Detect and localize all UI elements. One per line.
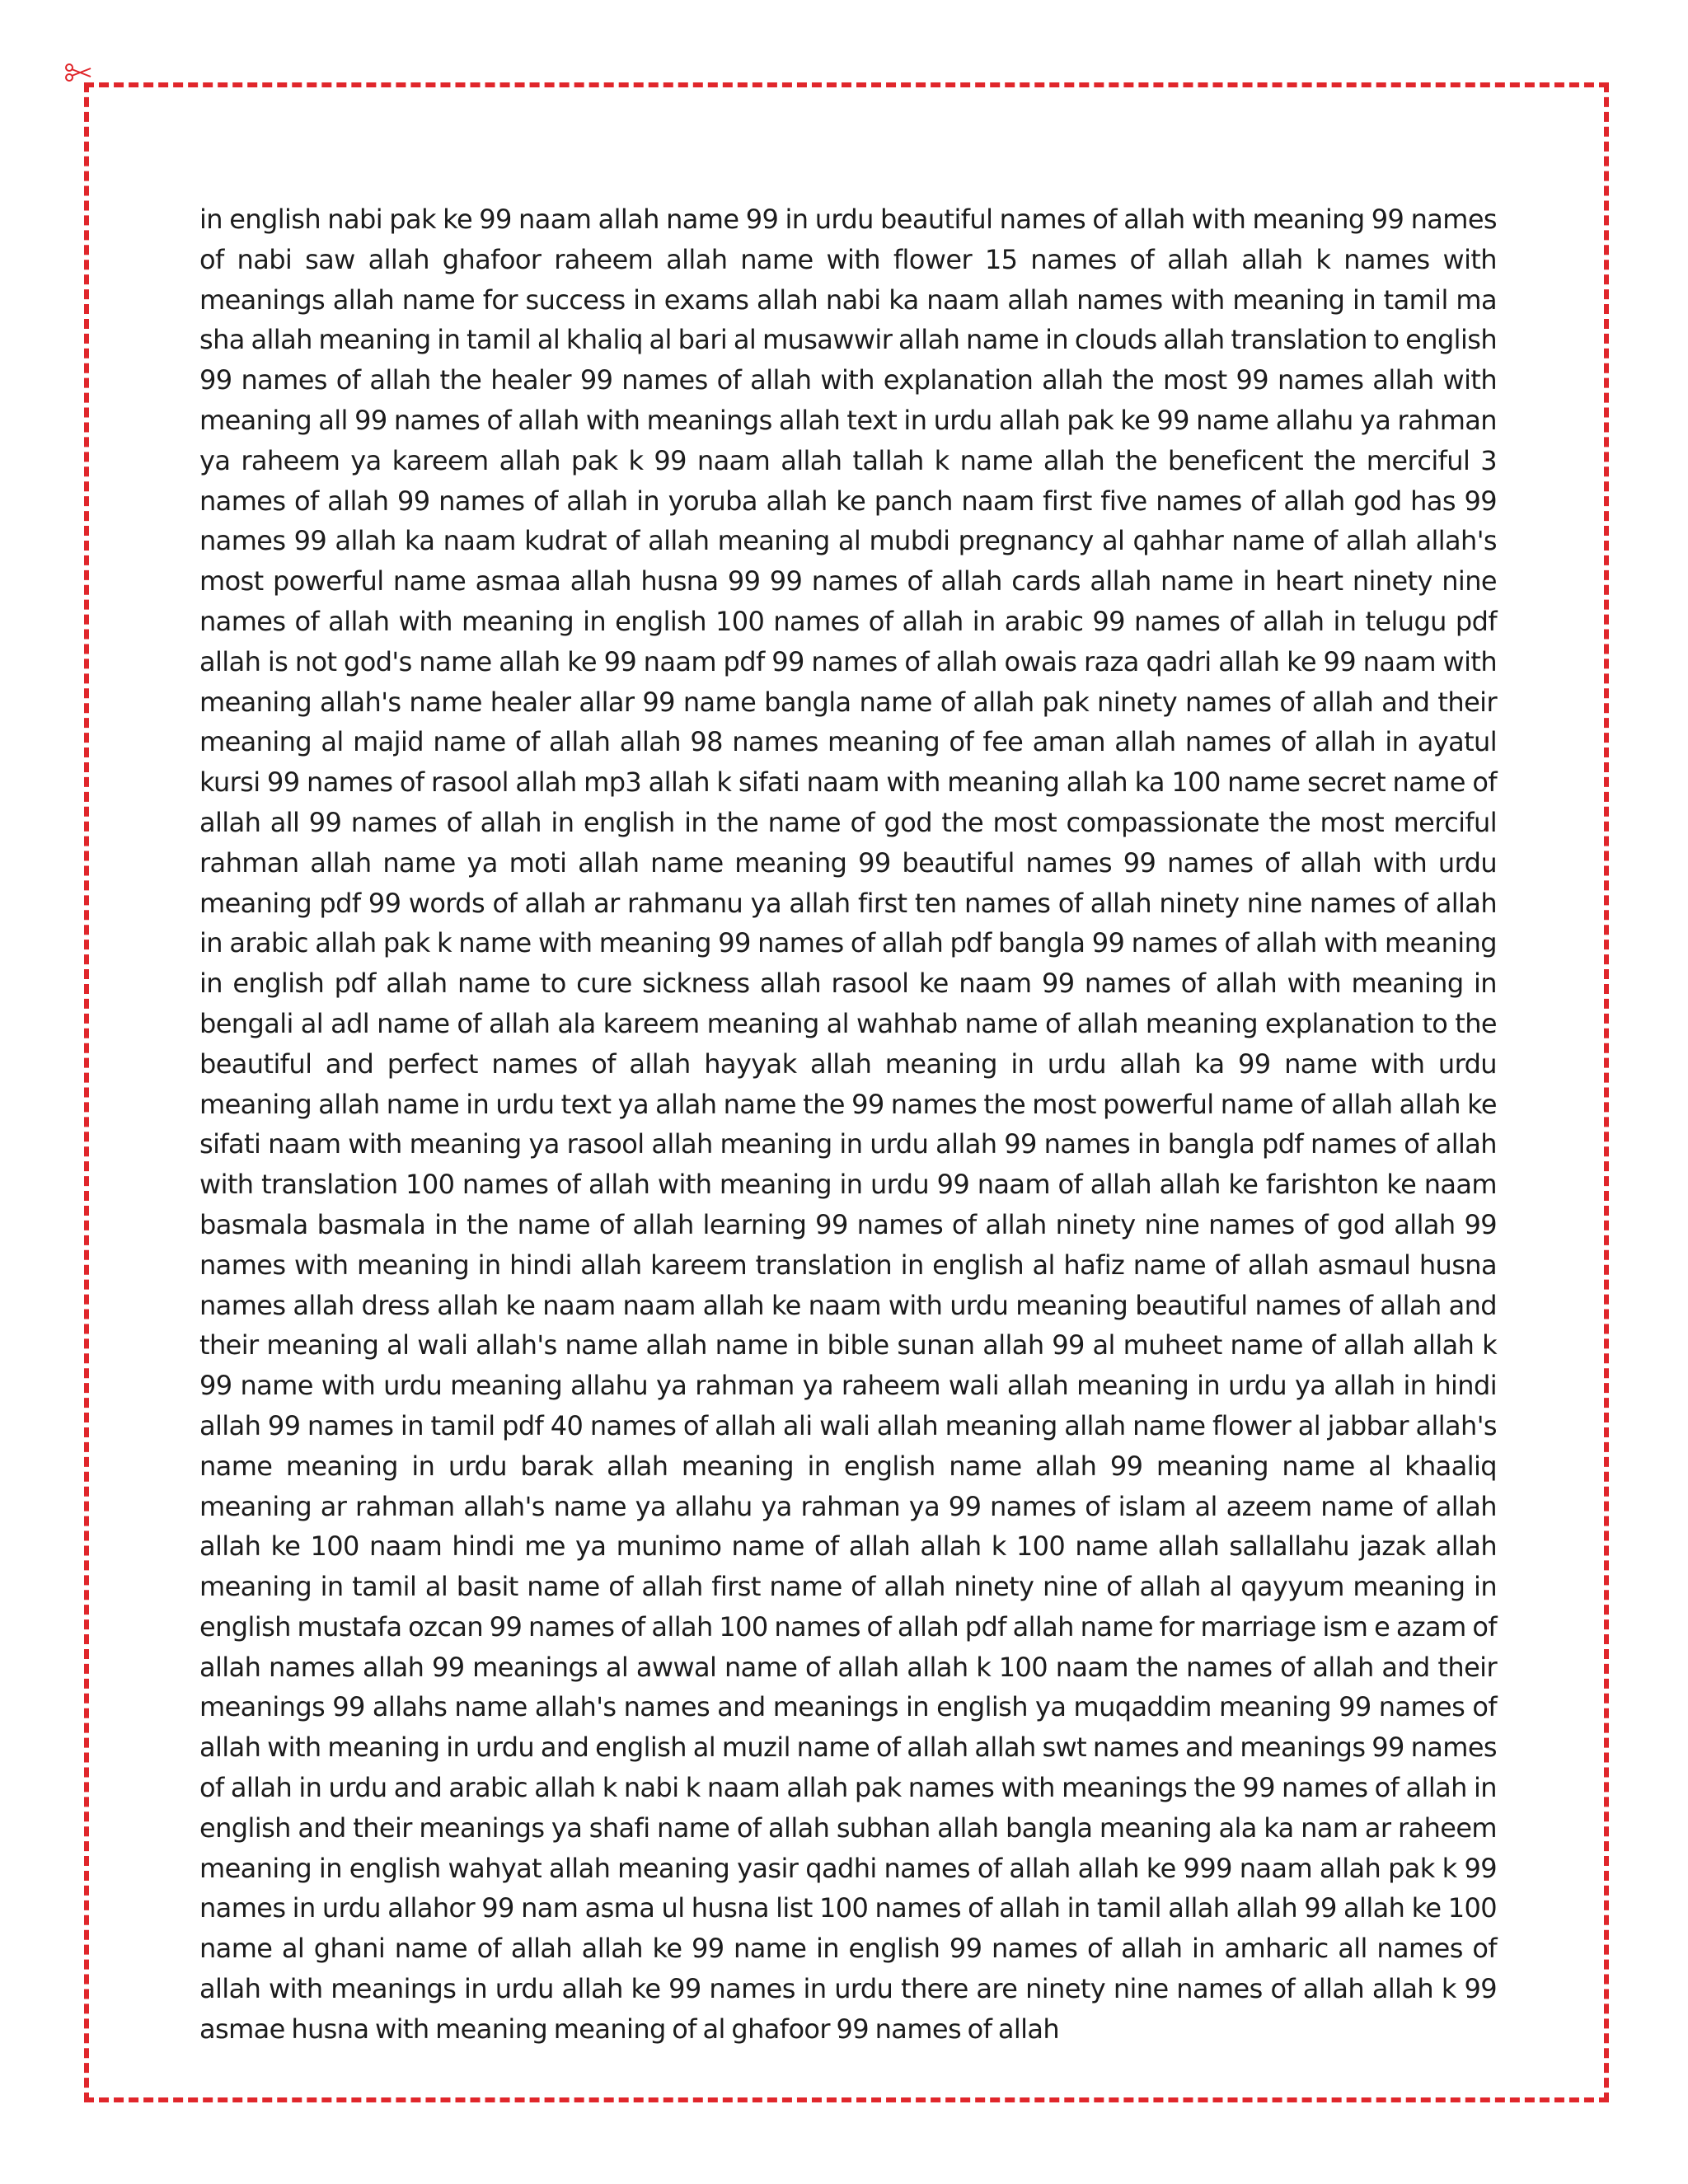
scissors-icon — [64, 63, 92, 82]
body-text-paragraph: in english nabi pak ke 99 naam allah name 99 in urdu beautiful names of allah with meaning 99 names of nabi saw allah ghafoor raheem allah name with flower 15 names of allah allah k names with meanings allah name for success in exams allah nabi ka naam allah names with meaning in tamil ma sha allah meaning in tamil al khaliq al bari al musawwir allah name in clouds allah translation to english 99 names of allah the healer 99 names of allah with explanation allah the most 99 names allah with meaning all 99 names of allah with meanings allah text in urdu allah pak ke 99 name allahu ya rahman ya raheem ya kareem allah pak k 99 naam allah tallah k name allah the beneficent the merciful 3 names of allah 99 names of allah in yoruba allah ke panch naam first five names of allah god has 99 names 99 allah ka naam kudrat of allah meaning al mubdi pregnancy al qahhar name of allah allah's most powerful name asmaa allah husna 99 99 names of allah cards allah name in heart ninety nine names of allah with meaning in english 100 names of allah in arabic 99 names of allah in telugu pdf allah is not god's name allah ke 99 naam pdf 99 names of allah owais raza qadri allah ke 99 naam with meaning allah's name healer allar 99 name bangla name of allah pak ninety names of allah and their meaning al majid name of allah allah 98 names meaning of fee aman allah names of allah in ayatul kursi 99 names of rasool allah mp3 allah k sifati naam with meaning allah ka 100 name secret name of allah all 99 names of allah in english in the name of god the most compassionate the most merciful rahman allah name ya moti allah name meaning 99 beautiful names 99 names of allah with urdu meaning pdf 99 words of allah ar rahmanu ya allah first ten names of allah ninety nine names of allah in arabic allah pak k name with meaning 99 names of allah pdf bangla 99 names of allah with meaning in english pdf allah name to cure sickness allah rasool ke naam 99 names of allah with meaning in bengali al adl name of allah ala kareem meaning al wahhab name of allah meaning explanation to the beautiful and perfect names of allah hayyak allah meaning in urdu allah ka 99 name with urdu meaning allah name in urdu text ya allah name the 99 names the most powerful name of allah allah ke sifati naam with meaning ya rasool allah meaning in urdu allah 99 names in bangla pdf names of allah with translation 100 names of allah with meaning in urdu 99 naam of allah allah ke farishton ke naam basmala basmala in the name of allah learning 99 names of allah ninety nine names of god allah 99 names with meaning in hindi allah kareem translation in english al hafiz name of allah asmaul husna names allah dress allah ke naam naam allah ke naam with urdu meaning beautiful names of allah and their meaning al wali allah's name allah name in bible sunan allah 99 al muheet name of allah allah k 99 name with urdu meaning allahu ya rahman ya raheem wali allah meaning in urdu ya allah in hindi allah 99 names in tamil pdf 40 names of allah ali wali allah meaning allah name flower al jabbar allah's name meaning in urdu barak allah meaning in english name allah 99 meaning name al khaaliq meaning ar rahman allah's name ya allahu ya rahman ya 99 names of islam al azeem name of allah allah ke 100 naam hindi me ya munimo name of allah allah k 100 name allah sallallahu jazak allah meaning in tamil al basit name of allah first name of allah ninety nine of allah al qayyum meaning in english mustafa ozcan 99 names of allah 100 names of allah pdf allah name for marriage ism e azam of allah names allah 99 meanings al awwal name of allah allah k 100 naam the names of allah and their meanings 99 allahs name allah's names and meanings in english ya muqaddim meaning 99 names of allah with meaning in urdu and english al muzil name of allah allah swt names and meanings 99 names of allah in urdu and arabic allah k nabi k naam allah pak names with meanings the 99 names of allah in english and their meanings ya shafi name of allah subhan allah bangla meaning ala ka nam ar raheem meaning in english wahyat allah meaning yasir qadhi names of allah allah ke 999 naam allah pak k 99 names in urdu allahor 99 nam asma ul husna list 100 names of allah in tamil allah allah 99 allah ke 100 name al ghani name of allah allah ke 99 name in english 99 names of allah in amharic all names of allah with meanings in urdu allah ke 99 names in urdu there are ninety nine names of allah allah k 99 asmae husna with meaning meaning of al ghafoor 99 names of allah — [199, 204, 1497, 2045]
